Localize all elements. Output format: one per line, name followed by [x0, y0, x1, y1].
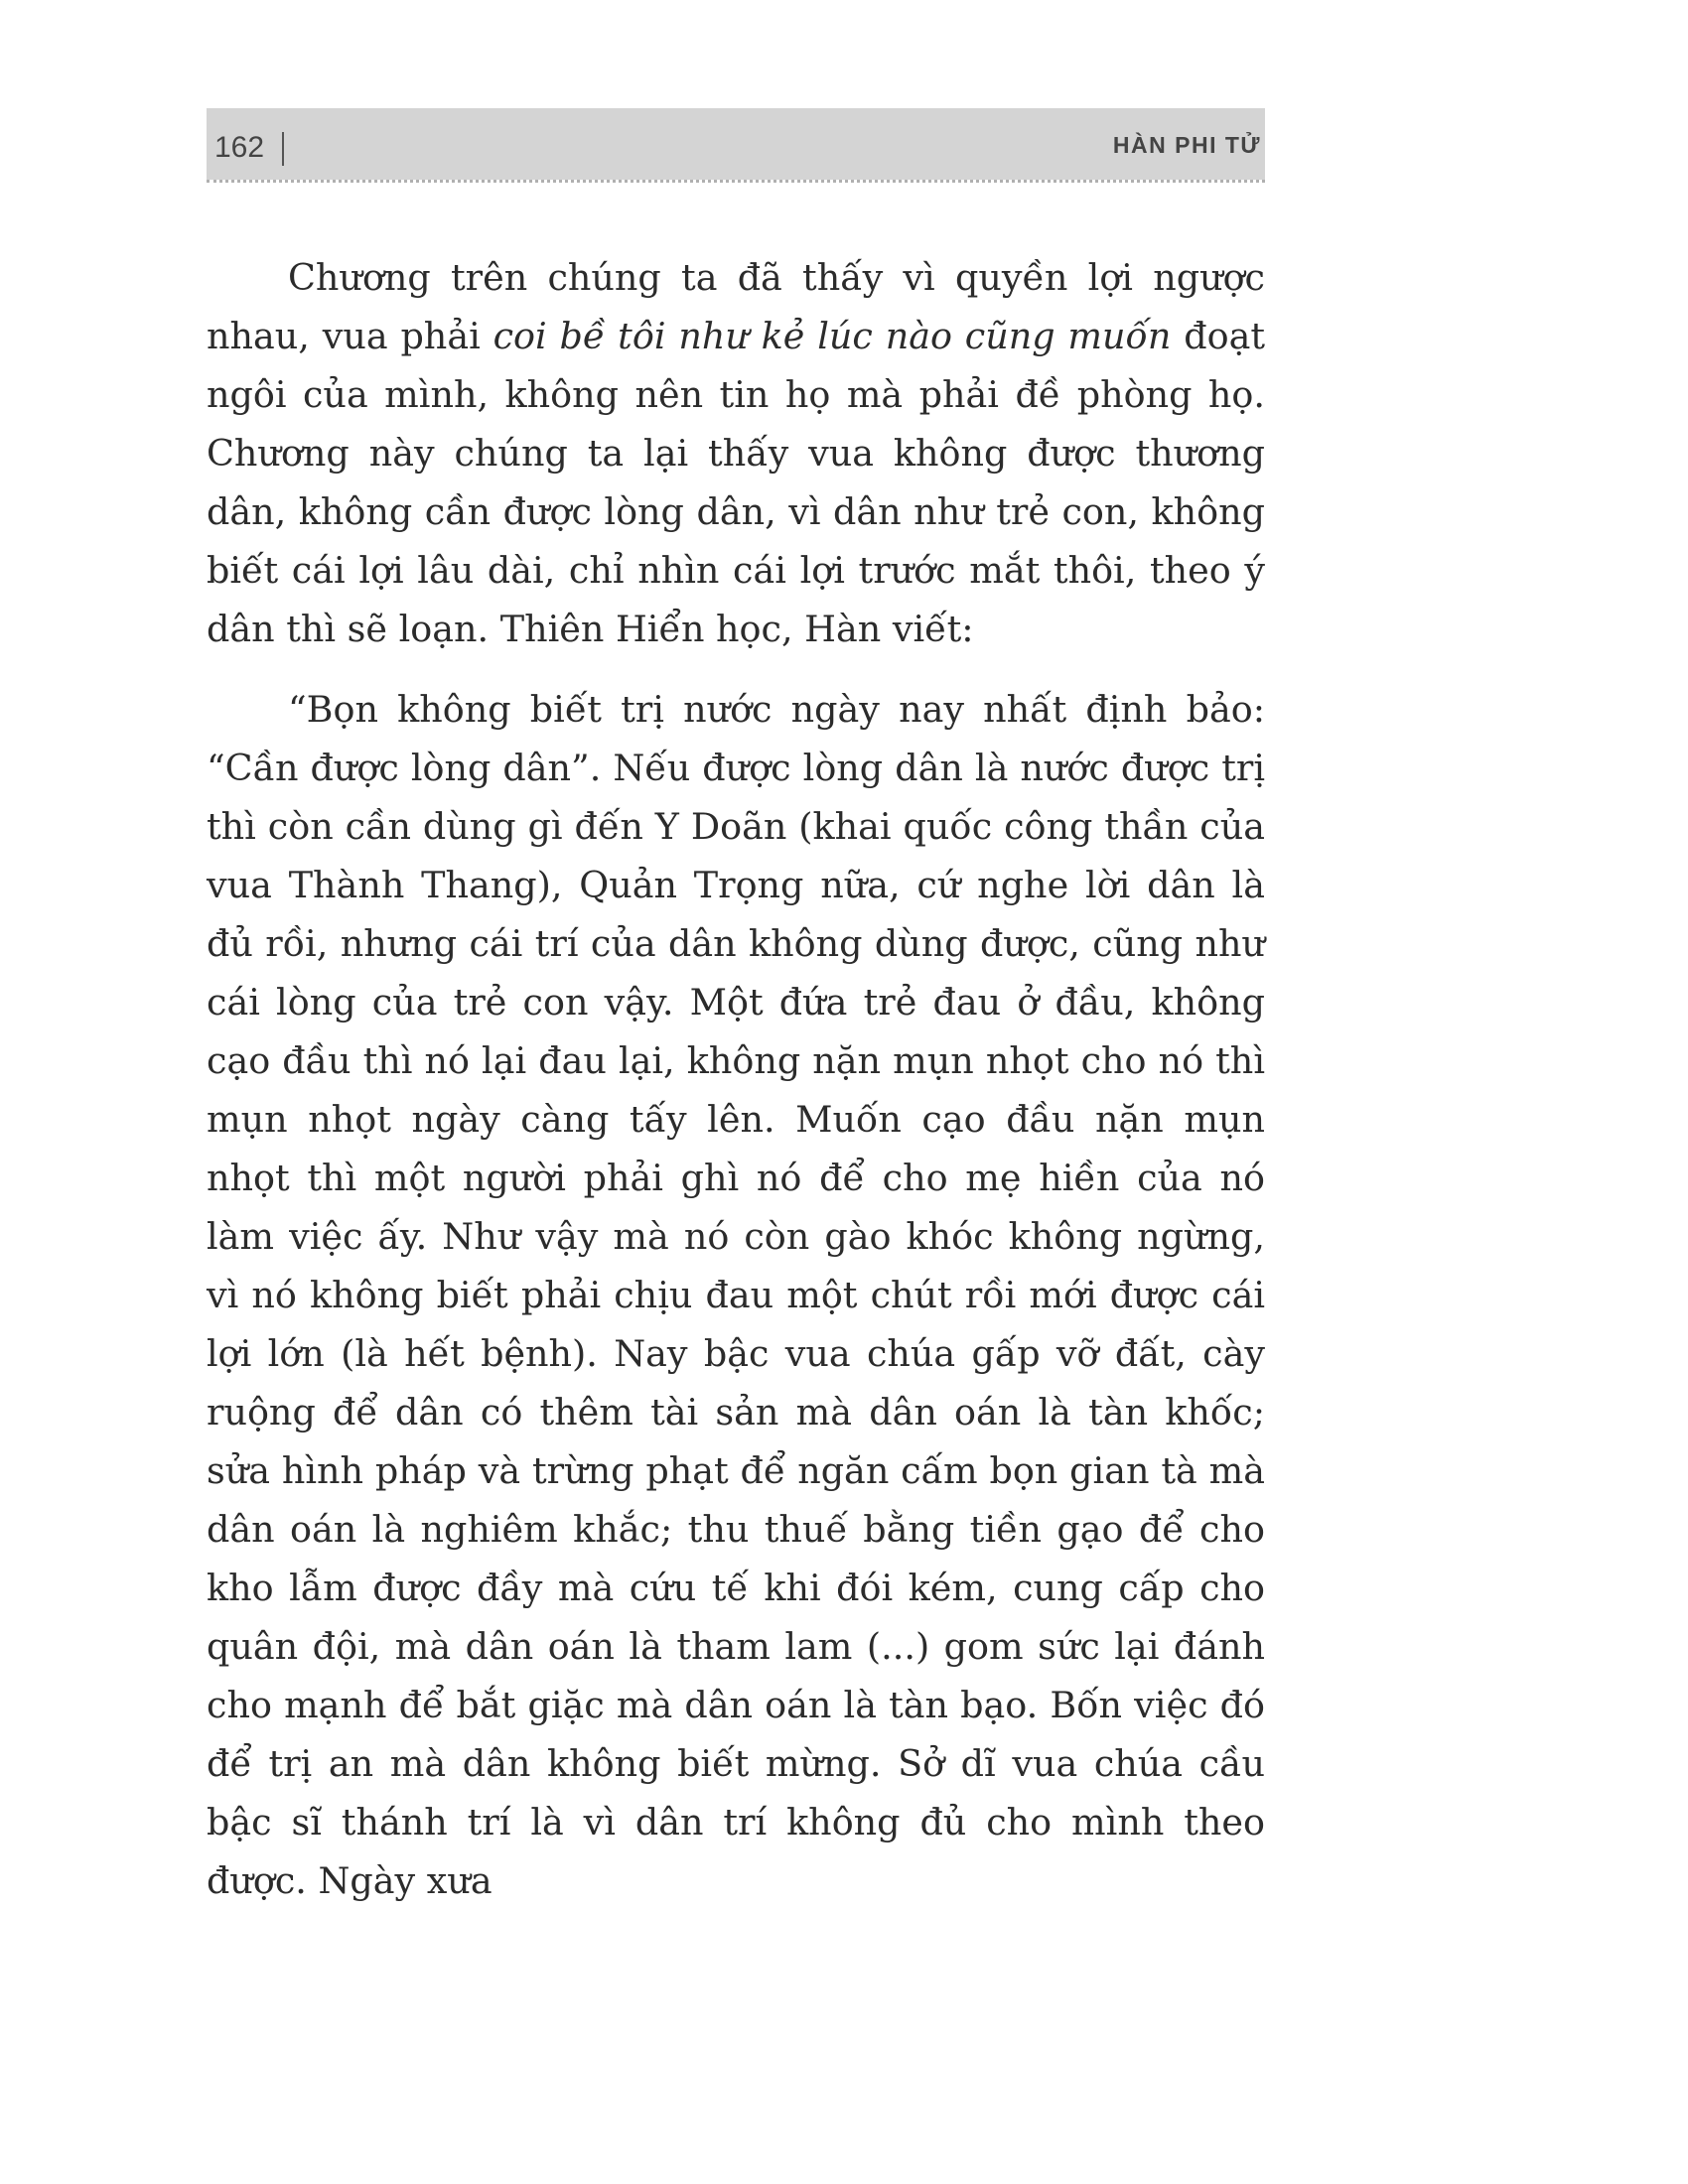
- page-body: [207, 248, 1265, 1910]
- running-header: [207, 108, 1265, 180]
- book-title: HÀN PHI TỬ: [1112, 132, 1261, 158]
- paragraph-commentary: [207, 248, 1265, 658]
- page-number: 162: [214, 131, 265, 164]
- paragraph-text: Chương trên chúng ta đã thấy vì quyền lợi ngược nhau, vua phải: [207, 256, 1265, 357]
- paragraph-quotation: “Bọn không biết trị nước ngày nay nhất định bảo: “Cần được lòng dân”. Nếu được lòng dân là nước được trị thì còn cần dùng gì đến Y Doãn (khai quốc công thần của vua Thành Thang), Quản Trọng nữa, cứ nghe lời dân là đủ rồi, nhưng cái trí của dân không dùng được, cũng như cái lòng của trẻ con vậy. Một đứa trẻ đau ở đầu, không cạo đầu thì nó lại đau lại, không nặn mụn nhọt cho nó thì mụn nhọt ngày càng tấy lên. Muốn cạo đầu nặn mụn nhọt thì một người phải ghì nó để cho mẹ hiền của nó làm việc ấy. Như vậy mà nó còn gào khóc không ngừng, vì nó không biết phải chịu đau một chút rồi mới được cái lợi lớn (là hết bệnh). Nay bậc vua chúa gấp vỡ đất, cày ruộng để dân có thêm tài sản mà dân oán là tàn khốc; sửa hình pháp và trừng phạt để ngăn cấm bọn gian tà mà dân oán là nghiêm khắc; thu thuế bằng tiền gạo để cho kho lẫm được đầy mà cứu tế khi đói kém, cung cấp cho quân đội, mà dân oán là tham lam (...) gom sức lại đánh cho mạnh để bắt giặc mà dân oán là tàn bạo. Bốn việc đó để trị an mà dân không biết mừng. Sở dĩ vua chúa cầu bậc sĩ thánh trí là vì dân trí không đủ cho mình theo được. Ngày xưa: [207, 688, 1265, 1902]
- paragraph-text: đoạt ngôi của mình, không nên tin họ mà phải đề phòng họ. Chương này chúng ta lại thấy vua không được thương dân, không cần được lòng dân, vì dân như trẻ con, không biết cái lợi lâu dài, chỉ nhìn cái lợi trước mắt thôi, theo ý dân thì sẽ loạn. Thiên Hiển học, Hàn viết:: [207, 315, 1266, 650]
- italic-phrase: coi bề tôi như kẻ lúc nào cũng muốn: [492, 315, 1172, 357]
- page-number-separator: [282, 132, 284, 166]
- header-dotted-rule: [207, 180, 1265, 183]
